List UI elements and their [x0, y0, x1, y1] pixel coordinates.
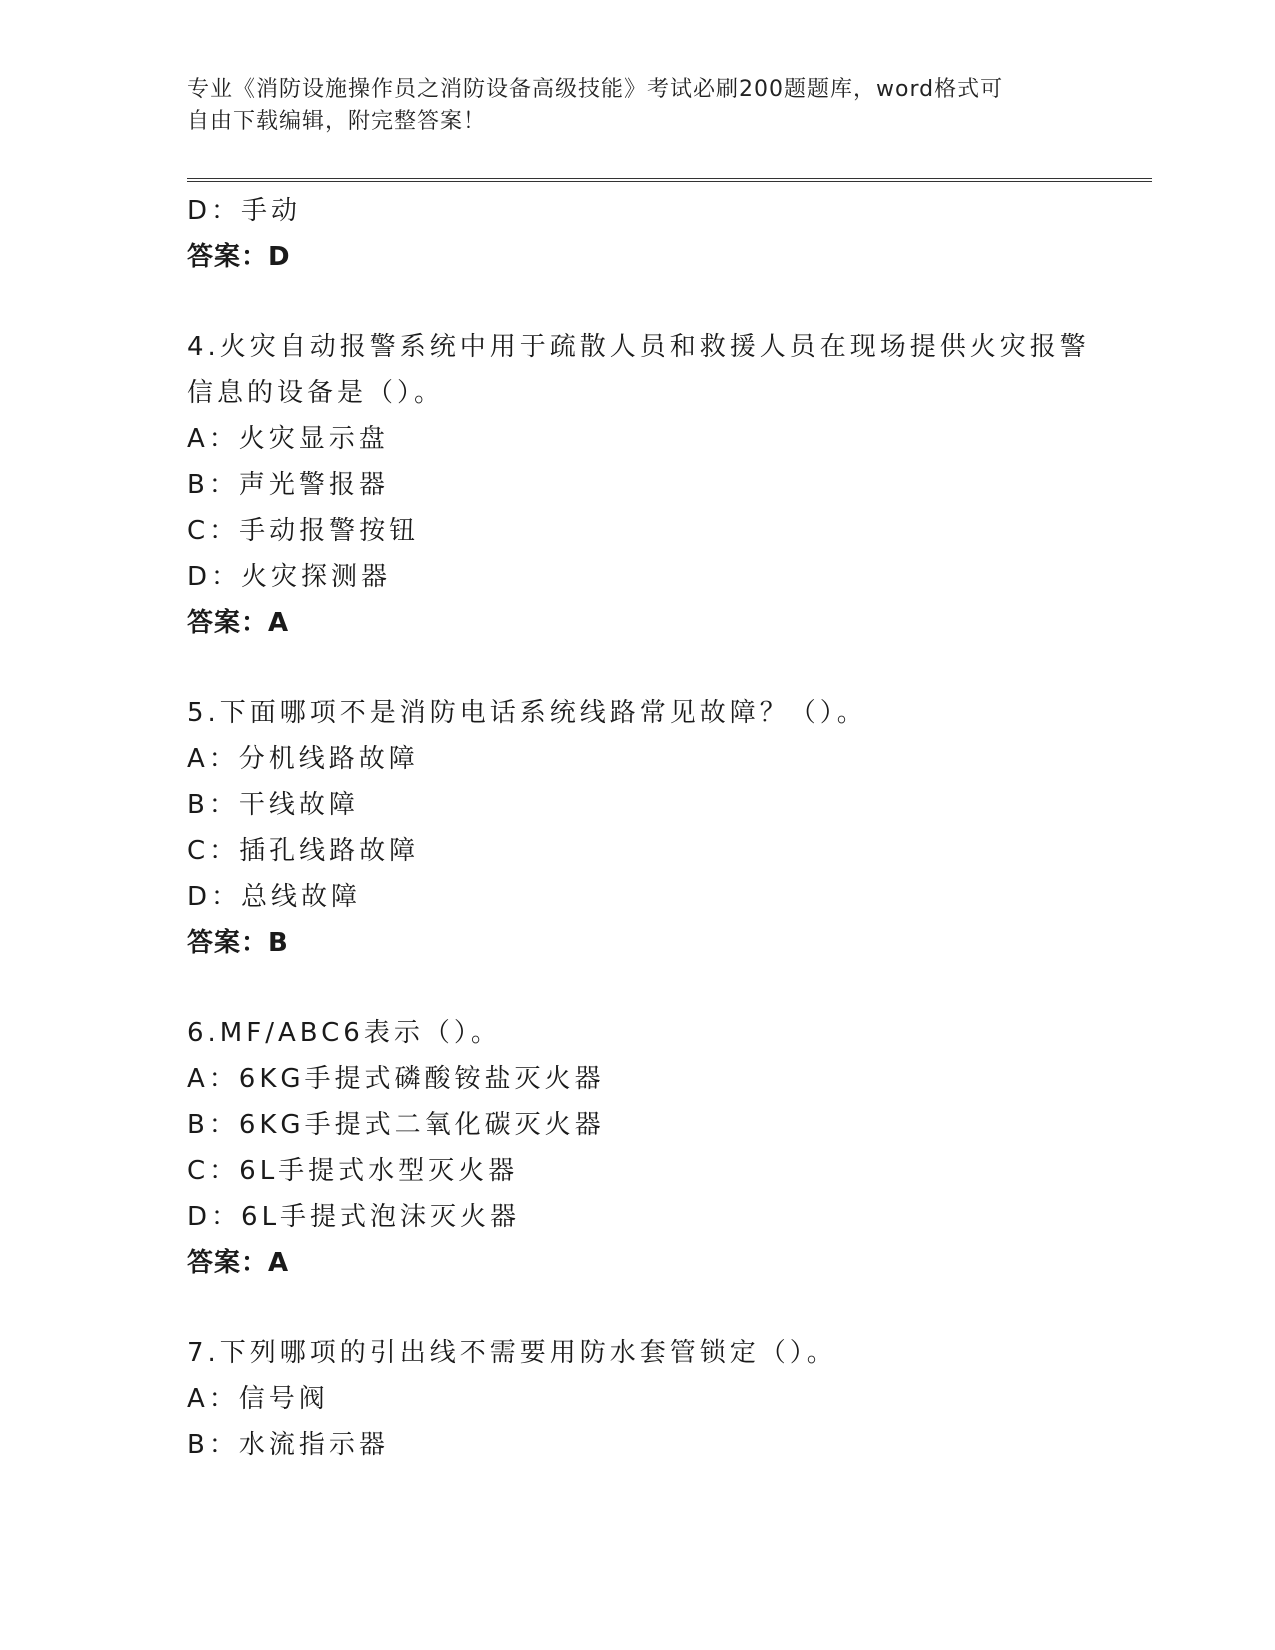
question-6: [187, 1010, 1087, 1286]
question-5: [187, 690, 1087, 966]
spacer: [187, 646, 1087, 690]
question-stem-cont: 信息的设备是（）。: [187, 378, 445, 408]
option-c: C：6L手提式水型灭火器: [187, 1156, 519, 1186]
question-7: [187, 1330, 1087, 1468]
question-stem: 4.火灾自动报警系统中用于疏散人员和救援人员在现场提供火灾报警: [187, 332, 1090, 362]
option-d: D：手动: [187, 196, 302, 226]
answer-line: 答案：D: [187, 242, 291, 272]
option-a: A：信号阀: [187, 1384, 329, 1414]
option-d: D：火灾探测器: [187, 562, 392, 592]
question-stem: 7.下列哪项的引出线不需要用防水套管锁定（）。: [187, 1338, 837, 1368]
option-c: C：手动报警按钮: [187, 516, 420, 546]
option-b: B：水流指示器: [187, 1430, 389, 1460]
document-header: [187, 74, 1067, 138]
option-d: D：6L手提式泡沫灭火器: [187, 1202, 521, 1232]
spacer: [187, 966, 1087, 1010]
option-c: C：插孔线路故障: [187, 836, 420, 866]
header-divider: [187, 178, 1152, 182]
answer-line: 答案：A: [187, 1248, 290, 1278]
header-line-2: 自由下载编辑，附完整答案！: [187, 109, 487, 134]
question-4: [187, 324, 1090, 646]
option-a: A：6KG手提式磷酸铵盐灭火器: [187, 1064, 605, 1094]
answer-line: 答案：A: [187, 608, 290, 638]
question-stem: 5.下面哪项不是消防电话系统线路常见故障？（）。: [187, 698, 867, 728]
question-stem: 6.MF/ABC6表示（）。: [187, 1018, 501, 1048]
spacer: [187, 1286, 1087, 1330]
option-a: A：火灾显示盘: [187, 424, 389, 454]
option-b: B：声光警报器: [187, 470, 389, 500]
header-line-1: 专业《消防设施操作员之消防设备高级技能》考试必刷200题题库，word格式可: [187, 77, 1004, 102]
question-list: [187, 188, 1090, 1468]
option-b: B：干线故障: [187, 790, 359, 820]
option-a: A：分机线路故障: [187, 744, 419, 774]
option-b: B：6KG手提式二氧化碳灭火器: [187, 1110, 605, 1140]
option-d: D：总线故障: [187, 882, 362, 912]
spacer: [187, 280, 1087, 324]
answer-line: 答案：B: [187, 928, 289, 958]
